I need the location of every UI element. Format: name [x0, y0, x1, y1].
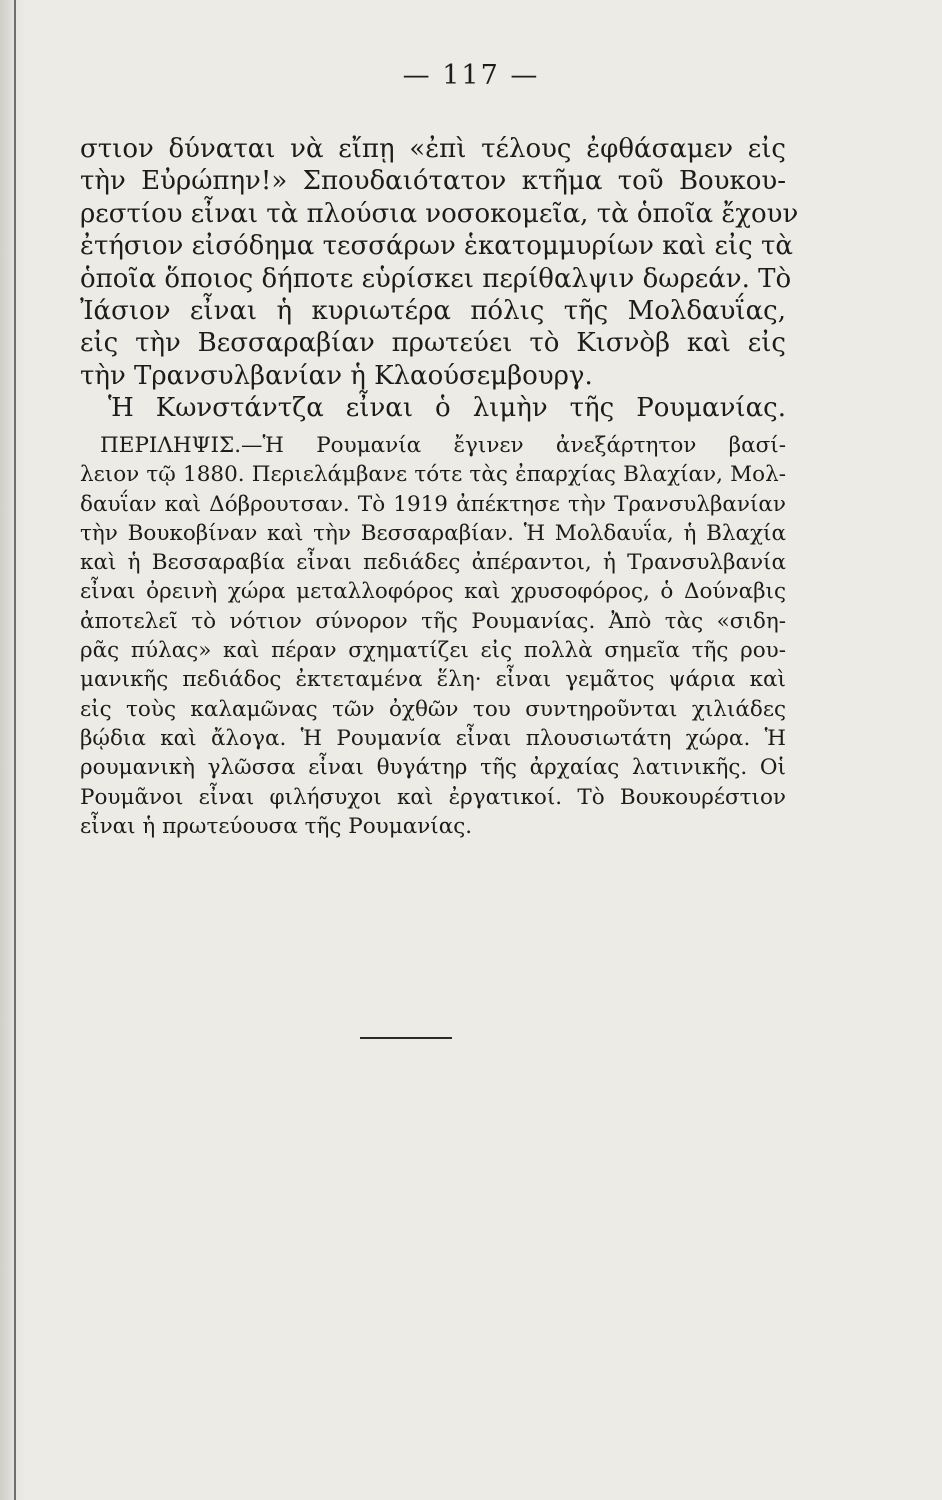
section-divider: [360, 1037, 452, 1039]
summary-line: μανικῆς πεδιάδος ἐκτεταμένα ἕλη· εἶναι γεμᾶτος ψάρια καὶ: [80, 667, 786, 693]
text-line: τὴν Τρανσυλβανίαν ἡ Κλαούσεμβουργ.: [80, 360, 593, 391]
summary-text: [80, 431, 786, 841]
summary-line: εἶναι ἡ πρωτεύουσα τῆς Ρουμανίας.: [80, 813, 473, 839]
binding-line: [14, 0, 16, 1500]
summary-line: λειον τῷ 1880. Περιελάμβανε τότε τὰς ἐπαρχίας Βλαχίαν, Μολ-: [80, 462, 786, 488]
text-line: ἐτήσιον εἰσόδημα τεσσάρων ἑκατομμυρίων καὶ εἰς τὰ: [80, 231, 793, 262]
page-binding-edge: [0, 0, 26, 1500]
summary-line: δαυΐαν καὶ Δόβρουτσαν. Τὸ 1919 ἀπέκτησε τὴν Τρανσυλβανίαν: [80, 491, 786, 517]
text-line: τὴν Εὐρώπην!» Σπουδαιότατον κτῆμα τοῦ Βουκου-: [80, 166, 786, 197]
summary-line: εἰς τοὺς καλαμῶνας τῶν ὀχθῶν του συντηροῦνται χιλιάδες: [80, 696, 786, 722]
summary-line: βῴδια καὶ ἄλογα. Ἡ Ρουμανία εἶναι πλουσιωτάτη χώρα. Ἡ: [80, 725, 786, 751]
summary-line: ρᾶς πύλας» καὶ πέραν σχηματίζει εἰς πολλὰ σημεῖα τῆς ρου-: [80, 638, 786, 664]
summary-line: Ρουμᾶνοι εἶναι φιλήσυχοι καὶ ἐργατικοί. Τὸ Βουκουρέστιον: [80, 784, 786, 810]
text-line: ὁποῖα ὅποιος δήποτε εὑρίσκει περίθαλψιν δωρεάν. Τὸ: [80, 263, 792, 294]
text-line: Ἰάσιον εἶναι ἡ κυριωτέρα πόλις τῆς Μολδαυΐας,: [80, 295, 786, 326]
summary-line: τὴν Βουκοβίναν καὶ τὴν Βεσσαραβίαν. Ἡ Μολδαυΐα, ἡ Βλαχία: [80, 520, 786, 546]
page-number: — 117 —: [402, 60, 540, 91]
text-line: Ἡ Κωνστάντζα εἶναι ὁ λιμὴν τῆς Ρουμανίας.: [108, 393, 786, 424]
main-text: [80, 133, 799, 425]
text-line: ρεστίου εἶναι τὰ πλούσια νοσοκομεῖα, τὰ ὁποῖα ἔχουν: [80, 198, 799, 229]
summary-line: καὶ ἡ Βεσσαραβία εἶναι πεδιάδες ἀπέραντοι, ἡ Τρανσυλβανία: [80, 550, 786, 576]
text-line: εἰς τὴν Βεσσαραβίαν πρωτεύει τὸ Κισνὸβ καὶ εἰς: [80, 328, 786, 359]
text-line: στιον δύναται νὰ εἴπῃ «ἐπὶ τέλους ἐφθάσαμεν εἰς: [80, 134, 786, 164]
summary-line: ΠΕΡΙΛΗΨΙΣ.—Ἡ Ρουμανία ἔγινεν ἀνεξάρτητον βασί-: [100, 433, 786, 458]
summary-line: ἀποτελεῖ τὸ νότιον σύνορον τῆς Ρουμανίας. Ἀπὸ τὰς «σιδη-: [80, 608, 786, 634]
summary-line: εἶναι ὀρεινὴ χώρα μεταλλοφόρος καὶ χρυσοφόρος, ὁ Δούναβις: [80, 579, 786, 605]
summary-line: ρουμανικὴ γλῶσσα εἶναι θυγάτηρ τῆς ἀρχαίας λατινικῆς. Οἱ: [80, 755, 786, 781]
